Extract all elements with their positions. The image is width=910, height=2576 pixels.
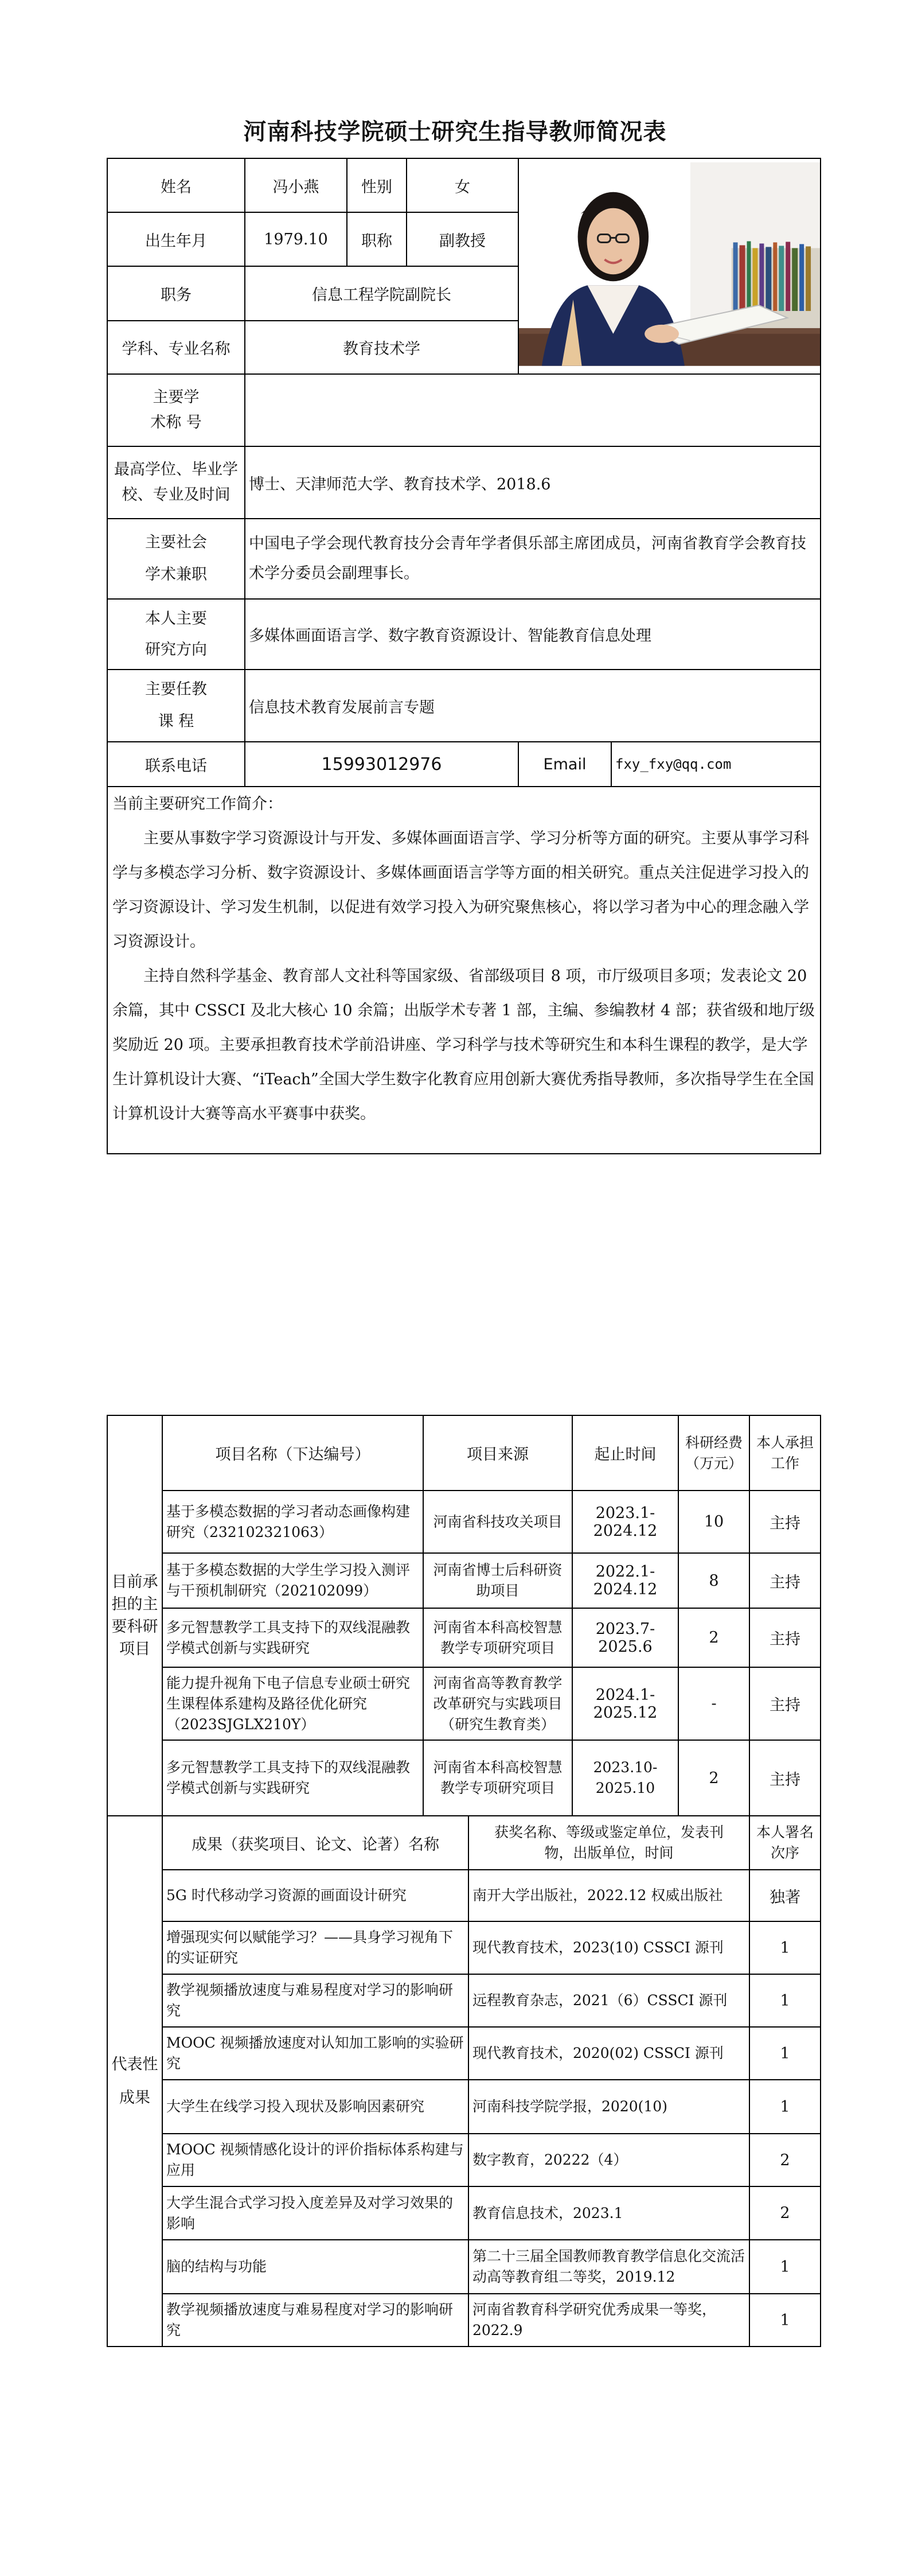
projects-header-name: 项目名称（下达编号） [162,1415,423,1491]
achievement-name: 增强现实何以赋能学习？——具身学习视角下的实证研究 [162,1921,468,1974]
project-name: 基于多模态数据的大学生学习投入测评与干预机制研究（202102099） [162,1553,423,1608]
achievement-venue: 河南科技学院学报，2020(10) [468,2080,749,2134]
project-name: 多元智慧教学工具支持下的双线混融教学模式创新与实践研究 [162,1608,423,1667]
post-label: 职务 [107,266,245,321]
project-period: 2022.1-2024.12 [572,1553,678,1608]
project-source: 河南省科技攻关项目 [423,1491,572,1553]
achievement-venue: 河南省教育科学研究优秀成果一等奖，2022.9 [468,2294,749,2347]
achievement-row [107,1870,821,1921]
projects-header-role: 本人承担工作 [749,1415,821,1491]
project-name: 多元智慧教学工具支持下的双线混融教学模式创新与实践研究 [162,1740,423,1816]
title-label: 职称 [347,212,407,266]
discipline-label: 学科、专业名称 [107,321,245,374]
courses-label: 主要任教课 程 [107,670,245,742]
achievements-header-name: 成果（获奖项目、论文、论著）名称 [162,1816,468,1870]
achievement-rank: 独著 [749,1870,821,1921]
achievement-row [107,2080,821,2134]
research-label: 本人主要研究方向 [107,599,245,670]
achievement-name: 大学生混合式学习投入度差异及对学习效果的影响 [162,2186,468,2240]
birth-value: 1979.10 [245,212,347,266]
achievement-rank: 1 [749,2294,821,2347]
achievement-name: 教学视频播放速度与难易程度对学习的影响研究 [162,1974,468,2027]
projects-header-period: 起止时间 [572,1415,678,1491]
name-value: 冯小燕 [245,158,347,212]
project-row [107,1608,821,1667]
achievement-row [107,2240,821,2294]
project-role: 主持 [749,1553,821,1608]
photo [518,158,821,374]
achievements-header-venue: 获奖名称、等级或鉴定单位，发表刊物，出版单位，时间 [468,1816,749,1870]
page-title: 河南科技学院硕士研究生指导教师简况表 [243,119,667,145]
achievement-name: 5G 时代移动学习资源的画面设计研究 [162,1870,468,1921]
achievement-venue: 南开大学出版社，2022.12 权威出版社 [468,1870,749,1921]
achievements-header-rank: 本人署名次序 [749,1816,821,1870]
summary-heading: 当前主要研究工作简介： [112,795,283,813]
achievement-venue: 远程教育杂志，2021（6）CSSCI 源刊 [468,1974,749,2027]
profile-table [107,158,821,1154]
portrait-photo [519,162,820,366]
research-value: 多媒体画面语言学、数字教育资源设计、智能教育信息处理 [245,599,821,670]
title-value: 副教授 [407,212,518,266]
achievement-venue: 现代教育技术，2023(10) CSSCI 源刊 [468,1921,749,1974]
project-fund: - [678,1667,749,1740]
achievement-rank: 1 [749,2240,821,2294]
project-fund: 2 [678,1740,749,1816]
achievement-venue: 教育信息技术，2023.1 [468,2186,749,2240]
project-period: 2023.10-2025.10 [572,1740,678,1816]
project-period: 2023.1-2024.12 [572,1491,678,1553]
achievement-row [107,2186,821,2240]
discipline-value: 教育技术学 [245,321,518,374]
gender-label: 性别 [347,158,407,212]
achievement-row [107,2134,821,2186]
degree-label: 最高学位、毕业学校、专业及时间 [107,446,245,519]
achievement-name: MOOC 视频播放速度对认知加工影响的实验研究 [162,2027,468,2080]
project-role: 主持 [749,1608,821,1667]
achievement-row [107,2027,821,2080]
project-source: 河南省高等教育教学改革研究与实践项目（研究生教育类） [423,1667,572,1740]
project-source: 河南省博士后科研资助项目 [423,1553,572,1608]
academic-title-value [245,374,821,446]
achievement-row [107,1974,821,2027]
project-period: 2024.1-2025.12 [572,1667,678,1740]
project-fund: 8 [678,1553,749,1608]
post-value: 信息工程学院副院长 [245,266,518,321]
achievement-name: 教学视频播放速度与难易程度对学习的影响研究 [162,2294,468,2347]
projects-achievements-table [107,1415,821,2347]
achievement-name: 脑的结构与功能 [162,2240,468,2294]
social-label: 主要社会学术兼职 [107,519,245,599]
project-source: 河南省本科高校智慧教学专项研究项目 [423,1740,572,1816]
achievement-rank: 2 [749,2186,821,2240]
courses-value: 信息技术教育发展前言专题 [245,670,821,742]
gender-value: 女 [407,158,518,212]
project-row [107,1667,821,1740]
achievement-rank: 1 [749,2080,821,2134]
academic-title-label: 主要学术称 号 [107,374,245,446]
degree-value: 博士、天津师范大学、教育技术学、2018.6 [245,446,821,519]
project-fund: 2 [678,1608,749,1667]
achievement-row [107,1921,821,1974]
summary-paragraph-1: 主要从事数字学习资源设计与开发、多媒体画面语言学、学习分析等方面的研究。主要从事学习科学与多模态学习分析、数字资源设计、多媒体画面语言学等方面的相关研究。重点关注促进学习投入的学习资源设计、学习发生机制，以促进有效学习投入为研究聚焦核心，将以学习者为中心的理念融入学习资源设计。 [112,830,809,951]
email-label: Email [518,742,611,787]
achievement-rank: 1 [749,1974,821,2027]
achievements-section-label: 代表性成果 [107,1816,162,2347]
projects-header-fund: 科研经费（万元） [678,1415,749,1491]
achievement-rank: 1 [749,1921,821,1974]
summary-paragraph-2: 主持自然科学基金、教育部人文社科等国家级、省部级项目 8 项，市厅级项目多项；发表论文 20 余篇，其中 CSSCI 及北大核心 10 余篇；出版学术专著 1 部，主编、参编教材 4 部；获省级和地厅级奖励近 20 项。主要承担教育技术学前沿讲座、学习科学与技术等研究生和本科生课程的教学，是大学生计算机设计大赛、“iTeach”全国大学生数字化教育应用创新大赛优秀指导教师，多次指导学生在全国计算机设计大赛等高水平赛事中获奖。 [112,967,815,1123]
achievement-rank: 1 [749,2027,821,2080]
achievement-row [107,2294,821,2347]
research-summary [107,787,821,1154]
birth-label: 出生年月 [107,212,245,266]
email-value: fxy_fxy@qq.com [611,742,821,787]
project-row [107,1491,821,1553]
projects-section-label: 目前承担的主要科研项目 [107,1415,162,1816]
project-period: 2023.7-2025.6 [572,1608,678,1667]
achievement-name: MOOC 视频情感化设计的评价指标体系构建与应用 [162,2134,468,2186]
project-fund: 10 [678,1491,749,1553]
project-name: 基于多模态数据的学习者动态画像构建研究（232102321063） [162,1491,423,1553]
name-label: 姓名 [107,158,245,212]
phone-label: 联系电话 [107,742,245,787]
project-row [107,1740,821,1816]
phone-value: 15993012976 [245,742,518,787]
project-role: 主持 [749,1491,821,1553]
achievement-venue: 数字教育，20222（4） [468,2134,749,2186]
achievement-venue: 第二十三届全国教师教育教学信息化交流活动高等教育组二等奖，2019.12 [468,2240,749,2294]
project-role: 主持 [749,1740,821,1816]
project-role: 主持 [749,1667,821,1740]
social-value: 中国电子学会现代教育技分会青年学者俱乐部主席团成员，河南省教育学会教育技术学分委员会副理事长。 [245,519,821,599]
achievement-name: 大学生在线学习投入现状及影响因素研究 [162,2080,468,2134]
project-source: 河南省本科高校智慧教学专项研究项目 [423,1608,572,1667]
projects-header-source: 项目来源 [423,1415,572,1491]
project-name: 能力提升视角下电子信息专业硕士研究生课程体系建构及路径优化研究（2023SJGLX210Y） [162,1667,423,1740]
achievement-venue: 现代教育技术，2020(02) CSSCI 源刊 [468,2027,749,2080]
project-row [107,1553,821,1608]
achievement-rank: 2 [749,2134,821,2186]
